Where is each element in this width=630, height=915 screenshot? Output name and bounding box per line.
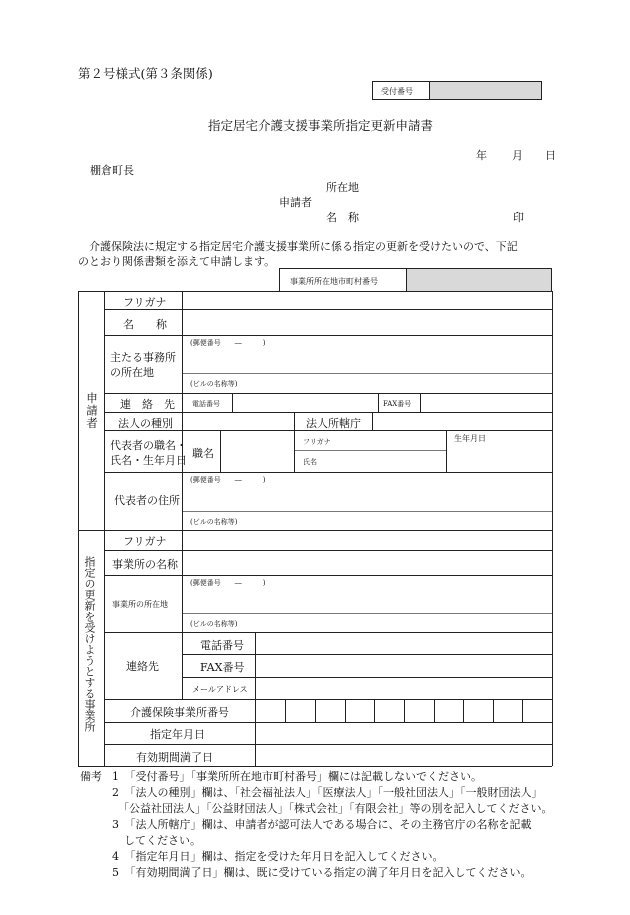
representative-label-1: 代表者の職名・ (110, 439, 187, 452)
main-office-postal: (郵便番号 ― ) (190, 339, 266, 347)
main-office-label-2: の所在地 (110, 366, 154, 379)
intro-line-1: 介護保険法に規定する指定居宅介護支援事業所に係る指定の更新を受けたいので、下記 (78, 240, 518, 253)
office-phone-label: 電話番号 (200, 639, 244, 652)
office-contact-label: 連絡先 (126, 660, 159, 673)
designation-date-label: 指定年月日 (150, 728, 205, 741)
date-day: 日 (545, 149, 556, 162)
office-address-label: 事業所の所在地 (112, 600, 168, 609)
applicant-label: 申請者 (279, 196, 312, 209)
remark-line-6: 4 「指定年月日」欄は、指定を受けた年月日を記入してください。 (112, 850, 444, 863)
remark-line-5: してください。 (124, 834, 201, 847)
main-office-building: (ビルの名称等) (190, 380, 238, 388)
document-title: 指定居宅介護支援事業所指定更新申請書 (208, 118, 434, 133)
date-year: 年 (476, 149, 487, 162)
expiry-date-label: 有効期間満了日 (136, 751, 213, 764)
rep-address-building: (ビルの名称等) (190, 518, 238, 526)
rep-address-postal: (郵便番号 ― ) (190, 476, 266, 484)
phone-label: 電話番号 (192, 400, 220, 408)
receipt-number-field (429, 81, 542, 100)
birth-date-label: 生年月日 (454, 434, 486, 443)
intro-line-2: のとおり関係書類を添えて申請します。 (78, 255, 276, 268)
office-fax-label: FAX番号 (200, 661, 245, 674)
rep-address-label: 代表者の住所 (114, 494, 180, 507)
contact-label: 連 絡 先 (120, 398, 175, 411)
remarks-label: 備考 (80, 770, 102, 783)
office-furigana-label: フリガナ (123, 535, 167, 548)
fax-label: FAX番号 (383, 400, 412, 408)
municipality-code-field (406, 268, 552, 292)
furigana-label: フリガナ (123, 296, 167, 309)
name-label: 名 称 (123, 318, 167, 331)
addressee: 棚倉町長 (90, 164, 134, 177)
corp-type-label: 法人の種別 (118, 417, 173, 430)
remark-line-3: 「公益社団法人」「公益財団法人」「株式会社」「有限会社」等の別を記入してください。 (118, 802, 553, 815)
remark-line-4: 3 「法人所轄庁」欄は、申請者が認可法人である場合に、その主務官庁の名称を記載 (112, 818, 532, 831)
remark-line-2: 2 「法人の種別」欄は、「社会福祉法人」「医療法人」「一般社団法人」「一般財団法人」 (112, 786, 543, 799)
section-office-label: 指定の更新を受けようとする事業所 (83, 556, 96, 732)
main-office-label-1: 主たる事務所 (110, 351, 176, 364)
ltc-number-label: 介護保険事業所番号 (130, 706, 229, 719)
office-address-building: (ビルの名称等) (190, 620, 238, 628)
receipt-number-label: 受付番号 (381, 87, 413, 96)
municipality-code-label: 事業所所在地市町村番号 (290, 277, 378, 286)
office-address-postal: (郵便番号 ― ) (190, 579, 266, 587)
corp-authority-label: 法人所轄庁 (306, 417, 361, 430)
office-name-label: 事業所の名称 (112, 558, 178, 571)
section-applicant-label: 申請者 (85, 392, 99, 430)
remark-line-1: 1 「受付番号」「事業所所在地市町村番号」欄には記載しないでください。 (112, 770, 482, 783)
municipality-code-label-cell (279, 268, 407, 292)
remark-line-7: 5 「有効期間満了日」欄は、既に受けている指定の満了年月日を記入してください。 (112, 866, 532, 879)
applicant-location-label: 所在地 (326, 181, 359, 194)
seal-mark: 印 (513, 211, 524, 224)
office-email-label: メールアドレス (192, 685, 248, 694)
receipt-number-label-cell (372, 81, 430, 100)
rep-title-label: 職名 (192, 447, 214, 460)
date-month: 月 (512, 149, 523, 162)
form-number: 第２号様式(第３条関係) (78, 66, 213, 81)
rep-name-label: 氏名 (303, 458, 317, 466)
rep-furigana-label: フリガナ (303, 438, 331, 446)
representative-label-2: 氏名・生年月日 (110, 454, 187, 467)
applicant-name-label: 名 称 (326, 211, 359, 224)
